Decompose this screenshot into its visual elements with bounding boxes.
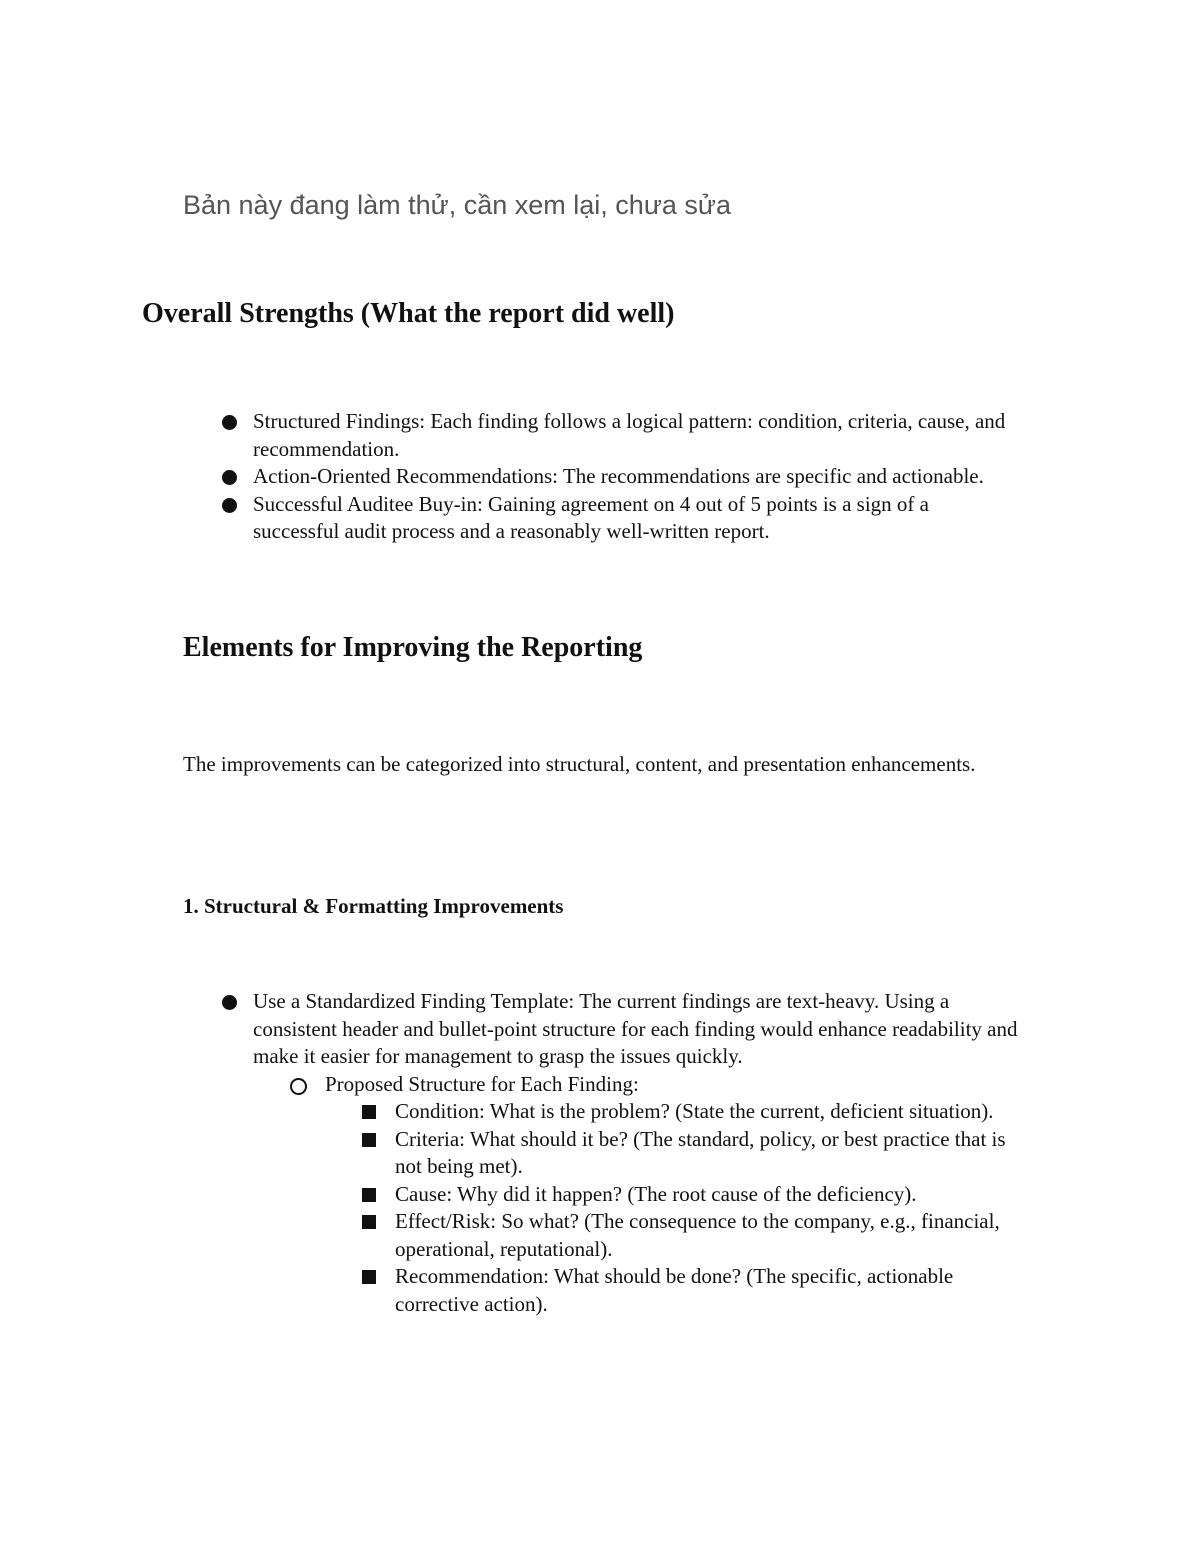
list-item [360, 1181, 1018, 1209]
structural-list [218, 988, 1018, 1318]
finding-structure-list [325, 1098, 1018, 1318]
list-item-text: Effect/Risk: So what? (The consequence to the company, e.g., financial, operational, reputational). [395, 1209, 1000, 1261]
bullet-square-icon [362, 1188, 376, 1202]
bullet-disc-icon [222, 995, 237, 1010]
list-item [360, 1126, 1018, 1181]
list-item-text: Recommendation: What should be done? (The specific, actionable corrective action). [395, 1264, 954, 1316]
bullet-square-icon [362, 1105, 376, 1119]
list-item [360, 1263, 1018, 1318]
structural-heading: 1. Structural & Formatting Improvements [183, 894, 564, 918]
list-item-text: Action-Oriented Recommendations: The recommendations are specific and actionable. [253, 464, 984, 488]
bullet-square-icon [362, 1133, 376, 1147]
list-item-text: Successful Auditee Buy-in: Gaining agreement on 4 out of 5 points is a sign of a successful audit process and a reasonably well-written report. [253, 491, 929, 543]
list-item-text: Condition: What is the problem? (State the current, deficient situation). [395, 1099, 994, 1123]
bullet-square-icon [362, 1270, 376, 1284]
improvements-heading: Elements for Improving the Reporting [183, 632, 643, 663]
list-item-text: Criteria: What should it be? (The standard, policy, or best practice that is not being met). [395, 1126, 1006, 1178]
list-item [288, 1071, 1018, 1319]
bullet-disc-icon [222, 498, 237, 513]
draft-note: Bản này đang làm thử, cần xem lại, chưa sửa [183, 190, 732, 220]
structural-sublist [253, 1071, 1018, 1319]
list-item [360, 1098, 1018, 1126]
list-item [218, 988, 1018, 1318]
bullet-circle-icon [290, 1078, 307, 1095]
strengths-list [218, 408, 1018, 546]
list-item-text: Structured Findings: Each finding follows a logical pattern: condition, criteria, cause, and recommendation. [253, 409, 1006, 461]
strengths-heading: Overall Strengths (What the report did well) [142, 298, 675, 329]
improvements-intro: The improvements can be categorized into structural, content, and presentation enhancements. [183, 752, 976, 776]
list-item-text: Use a Standardized Finding Template: The current findings are text-heavy. Using a consistent header and bullet-point structure for each finding would enhance readability and make it easier for management to grasp the issues quickly. [253, 989, 1018, 1068]
list-item [360, 1208, 1018, 1263]
bullet-disc-icon [222, 415, 237, 430]
list-item [218, 408, 1018, 463]
list-item [218, 491, 1018, 546]
list-item [218, 463, 1018, 491]
bullet-square-icon [362, 1215, 376, 1229]
bullet-disc-icon [222, 470, 237, 485]
list-item-text: Proposed Structure for Each Finding: [325, 1071, 639, 1096]
list-item-text: Cause: Why did it happen? (The root cause of the deficiency). [395, 1181, 917, 1206]
